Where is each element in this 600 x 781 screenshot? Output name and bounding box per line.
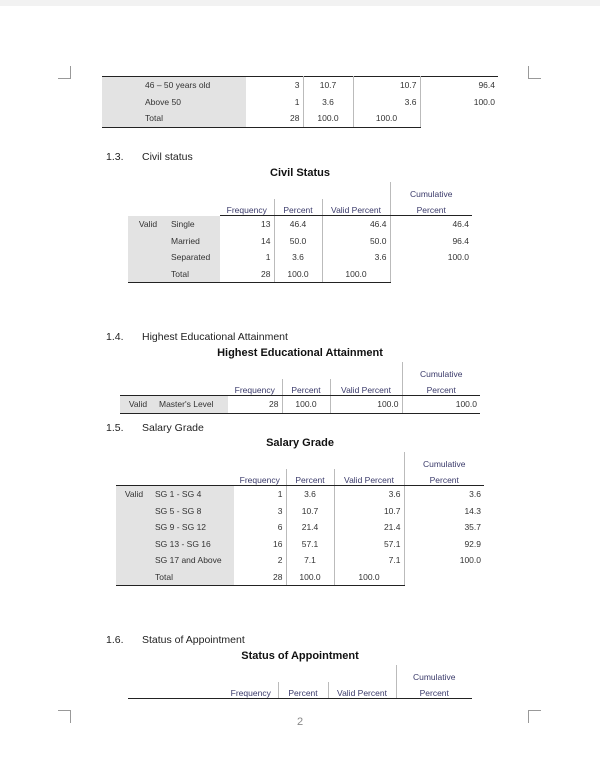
header-row [128, 182, 472, 199]
percent-cell: 7.1 [286, 552, 334, 569]
column-header: Frequency [228, 379, 282, 396]
column-header: Percent [286, 469, 334, 486]
percent-cell: 100.0 [274, 266, 322, 283]
frequency-cell: 3 [277, 505, 283, 516]
frequency-cell: 1 [294, 96, 300, 107]
column-header: Percent [274, 199, 322, 216]
section-title: Status of Appointment [142, 634, 245, 646]
table-row [128, 233, 472, 250]
percent-cell: 10.7 [286, 503, 334, 520]
cumulative-cell [404, 569, 484, 586]
header-row [116, 452, 484, 469]
section-heading-civil-status [106, 151, 193, 163]
frequency-cell: 28 [246, 110, 303, 127]
row-label: SG 17 and Above [152, 552, 234, 569]
table-title: Civil Status [270, 167, 330, 179]
percent-cell: 3.6 [274, 249, 322, 266]
valid-percent-cell: 7.1 [334, 552, 404, 569]
column-header: Valid Percent [328, 682, 396, 699]
frequency-cell: 28 [220, 266, 274, 283]
percent-cell: 46.4 [274, 216, 322, 233]
valid-percent-cell: 3.6 [353, 94, 420, 111]
table-row [120, 396, 480, 414]
column-header: Frequency [220, 199, 274, 216]
table-title: Status of Appointment [241, 650, 359, 662]
frequency-cell: 28 [228, 396, 282, 414]
table-row [116, 486, 484, 503]
table-row [128, 216, 472, 233]
frequency-cell: 6 [277, 522, 283, 533]
valid-label: Valid [120, 396, 156, 414]
crop-mark-top-right [528, 66, 541, 79]
percent-cell: 100.0 [286, 569, 334, 586]
section-heading-education [106, 331, 288, 343]
table-row [128, 249, 472, 266]
cumulative-cell: 92.9 [404, 536, 484, 553]
column-header: Cumulative [396, 665, 472, 682]
percent-cell: 100.0 [303, 110, 353, 127]
column-header: Valid Percent [334, 469, 404, 486]
cumulative-cell [420, 110, 498, 127]
cumulative-cell: 3.6 [404, 486, 484, 503]
cumulative-cell: 35.7 [404, 519, 484, 536]
valid-percent-cell: 3.6 [334, 486, 404, 503]
valid-percent-cell: 100.0 [330, 396, 402, 414]
valid-label: Valid [116, 486, 152, 503]
valid-percent-cell: 21.4 [334, 519, 404, 536]
frequency-cell: 1 [277, 489, 283, 500]
section-title: Civil status [142, 151, 193, 163]
column-header: Cumulative [390, 182, 472, 199]
table-row [116, 519, 484, 536]
table-row [116, 552, 484, 569]
section-title: Highest Educational Attainment [142, 331, 288, 343]
header-row [128, 665, 472, 682]
percent-cell: 21.4 [286, 519, 334, 536]
valid-percent-cell: 46.4 [322, 216, 390, 233]
frequency-cell: 13 [261, 219, 271, 230]
table-row [116, 536, 484, 553]
section-number: 1.4. [106, 331, 124, 343]
percent-cell: 10.7 [303, 77, 353, 94]
row-label: SG 5 - SG 8 [152, 503, 234, 520]
valid-percent-cell: 50.0 [322, 233, 390, 250]
cumulative-cell [390, 266, 472, 283]
header-row [128, 199, 472, 216]
column-header: Frequency [224, 682, 278, 699]
header-row [128, 682, 472, 699]
table-row-total [102, 110, 498, 127]
row-label: Total [142, 110, 246, 127]
valid-label: Valid [128, 216, 168, 233]
valid-percent-cell: 57.1 [334, 536, 404, 553]
column-header: Frequency [234, 469, 286, 486]
valid-percent-cell: 10.7 [334, 503, 404, 520]
row-label: SG 13 - SG 16 [152, 536, 234, 553]
row-label: Separated [168, 249, 220, 266]
valid-percent-cell: 100.0 [322, 266, 390, 283]
cumulative-cell: 100.0 [404, 552, 484, 569]
column-header: Cumulative [402, 362, 480, 379]
row-label: Married [168, 233, 220, 250]
row-label: Total [152, 569, 234, 586]
frequency-cell: 28 [234, 569, 286, 586]
header-row [120, 379, 480, 396]
column-header: Percent [402, 379, 480, 396]
frequency-cell: 1 [265, 252, 271, 263]
cumulative-cell: 96.4 [390, 233, 472, 250]
cumulative-cell: 96.4 [420, 77, 498, 94]
row-label: SG 9 - SG 12 [152, 519, 234, 536]
section-number: 1.3. [106, 151, 124, 163]
percent-cell: 3.6 [286, 486, 334, 503]
cumulative-cell: 100.0 [402, 396, 480, 414]
column-header: Percent [404, 469, 484, 486]
table-row [116, 503, 484, 520]
valid-percent-cell: 100.0 [334, 569, 404, 586]
section-number: 1.6. [106, 634, 124, 646]
valid-percent-cell: 100.0 [353, 110, 420, 127]
section-title: Salary Grade [142, 422, 204, 434]
valid-percent-cell: 10.7 [353, 77, 420, 94]
row-label: Total [168, 266, 220, 283]
row-label: 46 – 50 years old [142, 77, 246, 94]
table-row [102, 94, 498, 111]
cumulative-cell: 46.4 [390, 216, 472, 233]
percent-cell: 100.0 [282, 396, 330, 414]
percent-cell: 50.0 [274, 233, 322, 250]
percent-cell: 3.6 [303, 94, 353, 111]
table-title: Salary Grade [266, 437, 334, 449]
table-row-total [116, 569, 484, 586]
salary-grade-table [116, 452, 484, 586]
frequency-cell: 3 [294, 80, 300, 91]
section-heading-appointment [106, 634, 245, 646]
education-table [120, 362, 480, 414]
header-row [116, 469, 484, 486]
age-table [102, 76, 498, 128]
row-label: SG 1 - SG 4 [152, 486, 234, 503]
row-label: Above 50 [142, 94, 246, 111]
column-header: Valid Percent [330, 379, 402, 396]
table-row-total [128, 266, 472, 283]
cumulative-cell: 100.0 [420, 94, 498, 111]
column-header: Valid Percent [322, 199, 390, 216]
cumulative-cell: 100.0 [390, 249, 472, 266]
page-number: 2 [296, 716, 304, 728]
section-number: 1.5. [106, 422, 124, 434]
section-heading-salary-grade [106, 422, 204, 434]
appointment-table [128, 665, 472, 699]
frequency-cell: 2 [277, 555, 283, 566]
row-label: Single [168, 216, 220, 233]
frequency-cell: 14 [261, 235, 271, 246]
header-row [120, 362, 480, 379]
row-label: Master's Level [156, 396, 228, 414]
crop-mark-top-left [58, 66, 71, 79]
percent-cell: 57.1 [286, 536, 334, 553]
cumulative-cell: 14.3 [404, 503, 484, 520]
table-row [102, 77, 498, 94]
column-header: Percent [278, 682, 328, 699]
valid-percent-cell: 3.6 [322, 249, 390, 266]
table-title: Highest Educational Attainment [217, 347, 383, 359]
civil-status-table [128, 182, 472, 283]
column-header: Percent [282, 379, 330, 396]
column-header: Percent [396, 682, 472, 699]
column-header: Cumulative [404, 452, 484, 469]
column-header: Percent [390, 199, 472, 216]
frequency-cell: 16 [273, 538, 283, 549]
